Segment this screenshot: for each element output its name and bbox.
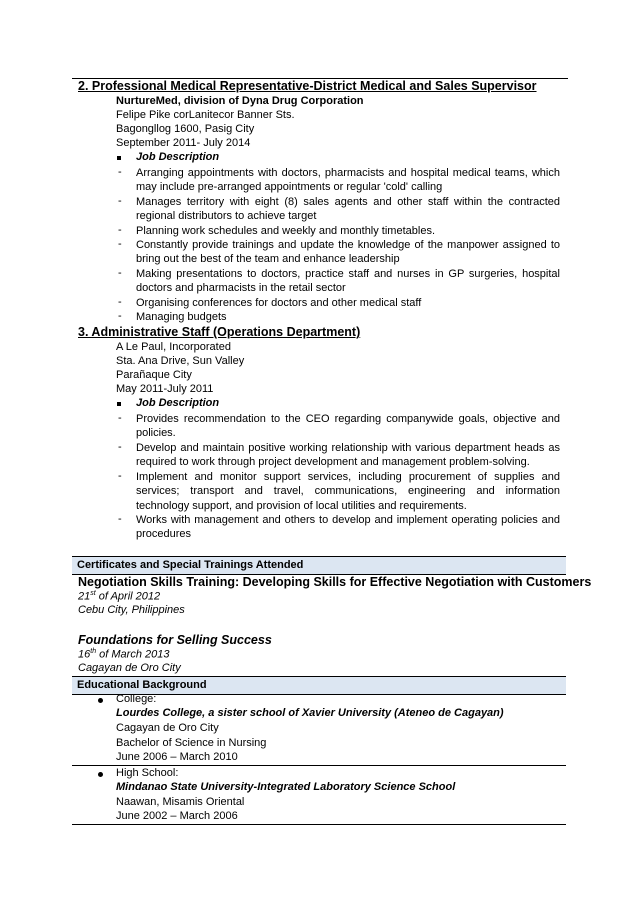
- job2-duty: Managing budgets: [136, 311, 227, 323]
- job2-dates: September 2011- July 2014: [116, 137, 251, 149]
- edu-city: Cagayan de Oro City: [116, 722, 219, 734]
- dash-icon: -: [118, 310, 122, 322]
- job2-duty: Manages territory with eight (8) sales agents and other staff within the contracted regional distributors to achieve target: [136, 196, 560, 223]
- edu-city: Naawan, Misamis Oriental: [116, 796, 245, 808]
- certs-header-label: Certificates and Special Trainings Attended: [77, 559, 304, 571]
- square-bullet-icon: [117, 402, 121, 406]
- job2-duty: Planning work schedules and weekly and monthly timetables.: [136, 225, 435, 237]
- cert-date: 16th of March 2013: [78, 648, 170, 661]
- cert-title: Foundations for Selling Success: [78, 633, 272, 647]
- job2-address2: Bagongllog 1600, Pasig City: [116, 123, 255, 135]
- dash-icon: -: [118, 441, 122, 453]
- edu-dates: June 2002 – March 2006: [116, 810, 238, 822]
- dash-icon: -: [118, 238, 122, 250]
- dash-icon: -: [118, 195, 122, 207]
- bullet-dot-icon: [98, 698, 103, 703]
- job2-address1: Felipe Pike corLanitecor Banner Sts.: [116, 109, 295, 121]
- edu-school: Lourdes College, a sister school of Xavier University (Ateneo de Cagayan): [116, 707, 504, 719]
- cert-place: Cagayan de Oro City: [78, 662, 181, 674]
- job3-dates: May 2011-July 2011: [116, 383, 214, 395]
- job3-duty: Provides recommendation to the CEO regarding companywide goals, objective and policies.: [136, 413, 560, 440]
- dash-icon: -: [118, 296, 122, 308]
- job3-duty: Works with management and others to develop and implement operating policies and procedures: [136, 514, 560, 541]
- job3-address1: Sta. Ana Drive, Sun Valley: [116, 355, 245, 367]
- edu-school: Mindanao State University-Integrated Laboratory Science School: [116, 781, 456, 793]
- dash-icon: -: [118, 267, 122, 279]
- edu-dates: June 2006 – March 2010: [116, 751, 238, 763]
- edu-level: High School:: [116, 767, 179, 779]
- cert-place: Cebu City, Philippines: [78, 604, 185, 616]
- job3-address2: Parañaque City: [116, 369, 192, 381]
- square-bullet-icon: [117, 156, 121, 160]
- edu-degree: Bachelor of Science in Nursing: [116, 737, 267, 749]
- dash-icon: -: [118, 470, 122, 482]
- job3-duty: Develop and maintain positive working relationship with various department heads as required to work through project development and management problem-solving.: [136, 442, 560, 469]
- education-header-label: Educational Background: [77, 679, 207, 691]
- job2-jd-label: Job Description: [136, 151, 220, 163]
- dash-icon: -: [118, 412, 122, 424]
- cert-title: Negotiation Skills Training: Developing Skills for Effective Negotiation with Customers: [78, 575, 592, 589]
- dash-icon: -: [118, 513, 122, 525]
- certs-header: [72, 556, 566, 575]
- job3-jd-label: Job Description: [136, 397, 220, 409]
- job2-duty: Constantly provide trainings and update the knowledge of the manpower assigned to bring out the best of the team and enhance leadership: [136, 239, 560, 266]
- job3-company: A Le Paul, Incorporated: [116, 341, 231, 353]
- job2-title: 2. Professional Medical Representative-District Medical and Sales Supervisor: [78, 79, 537, 93]
- job2-duty: Arranging appointments with doctors, pharmacists and hospital medical teams, which may include pre-arranged appointments or regular 'cold' calling: [136, 167, 560, 194]
- cert-date: 21st of April 2012: [78, 590, 161, 603]
- bullet-dot-icon: [98, 772, 103, 777]
- edu-level: College:: [116, 693, 157, 705]
- bottom-rule: [72, 824, 566, 825]
- job3-duty: Implement and monitor support services, including procurement of supplies and services; transport and travel, communications, engineering and information technology support, and provision of local utilities and requirements.: [136, 471, 560, 512]
- job2-duty: Organising conferences for doctors and other medical staff: [136, 297, 422, 309]
- job2-duty: Making presentations to doctors, practice staff and nurses in GP surgeries, hospital doctors and pharmacists in the retail sector: [136, 268, 560, 295]
- dash-icon: -: [118, 166, 122, 178]
- job2-company: NurtureMed, division of Dyna Drug Corporation: [116, 95, 364, 107]
- job3-title: 3. Administrative Staff (Operations Department): [78, 325, 361, 339]
- dash-icon: -: [118, 224, 122, 236]
